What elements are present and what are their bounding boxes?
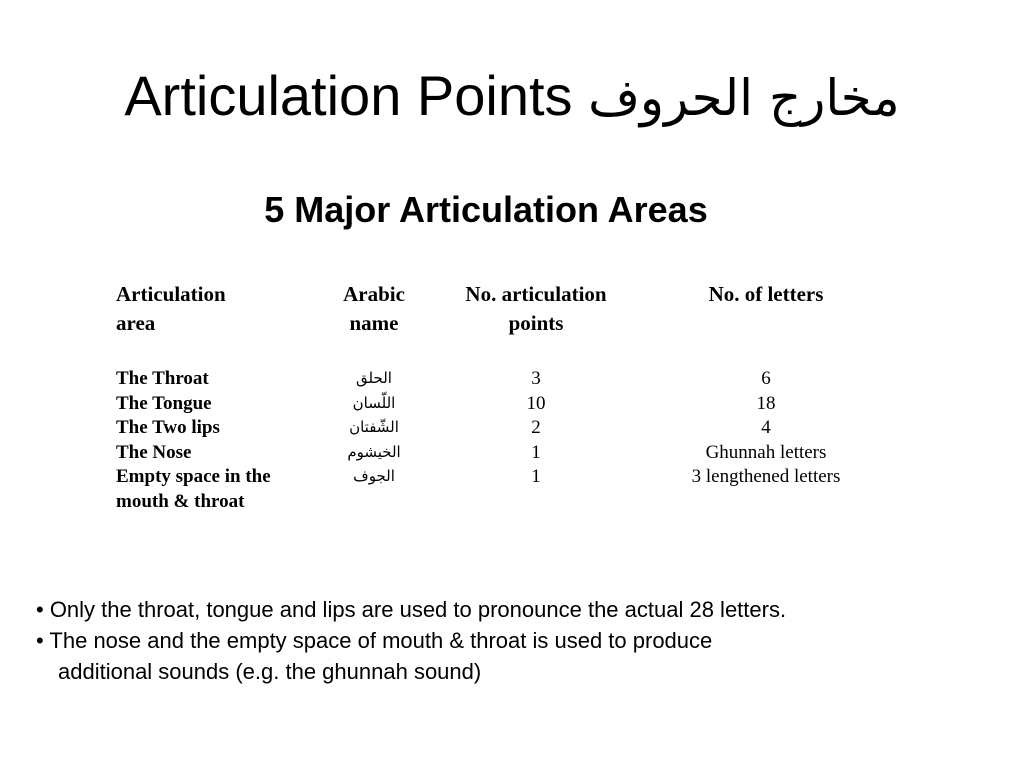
row-empty-space-arabic: الجوف xyxy=(353,467,395,485)
row-throat-area: The Throat xyxy=(116,368,209,389)
slide-subtitle: 5 Major Articulation Areas xyxy=(264,189,708,230)
row-empty-space-area-line1: Empty space in the xyxy=(116,466,271,487)
note-item: • The nose and the empty space of mouth & throat is used to produce xyxy=(36,628,713,653)
title-english: Articulation Points xyxy=(124,64,573,127)
header-articulation-points xyxy=(446,280,626,338)
row-nose-letters: Ghunnah letters xyxy=(705,442,827,463)
row-tongue-area: The Tongue xyxy=(116,393,212,414)
header-area-line1: Articulation xyxy=(116,282,226,306)
row-tongue-letters: 18 xyxy=(756,393,776,414)
row-lips-area: The Two lips xyxy=(116,417,220,438)
header-points-line2: points xyxy=(508,311,564,335)
row-empty-space-area xyxy=(116,464,271,514)
row-empty-space-points: 1 xyxy=(531,466,541,487)
header-area-line2: area xyxy=(116,311,156,335)
notes-list xyxy=(36,594,786,687)
row-throat-points: 3 xyxy=(531,368,541,389)
header-letters xyxy=(646,280,886,309)
row-tongue-arabic: اللّسان xyxy=(352,394,396,412)
header-points-line1: No. articulation xyxy=(465,282,607,306)
note-item: • Only the throat, tongue and lips are used to pronounce the actual 28 letters. xyxy=(36,597,787,622)
row-tongue-points: 10 xyxy=(526,393,546,414)
row-lips-letters: 4 xyxy=(761,417,771,438)
row-nose-points: 1 xyxy=(531,442,541,463)
row-nose-arabic: الخيشوم xyxy=(347,443,401,461)
row-nose-area: The Nose xyxy=(116,442,192,463)
header-arabic-line2: name xyxy=(349,311,399,335)
row-empty-space-letters: 3 lengthened letters xyxy=(691,466,841,487)
row-throat-arabic: الحلق xyxy=(356,369,392,387)
note-item-continuation: additional sounds (e.g. the ghunnah sound) xyxy=(58,659,482,684)
row-throat-letters: 6 xyxy=(761,368,771,389)
title-arabic: مخارج الحروف xyxy=(588,69,900,127)
header-area xyxy=(116,280,226,338)
header-letters-line1: No. of letters xyxy=(708,282,824,306)
header-arabic-name xyxy=(324,280,424,338)
row-empty-space-area-line2: mouth & throat xyxy=(116,491,245,512)
row-lips-points: 2 xyxy=(531,417,541,438)
header-arabic-line1: Arabic xyxy=(343,282,405,306)
row-lips-arabic: الشّفتان xyxy=(349,418,399,436)
